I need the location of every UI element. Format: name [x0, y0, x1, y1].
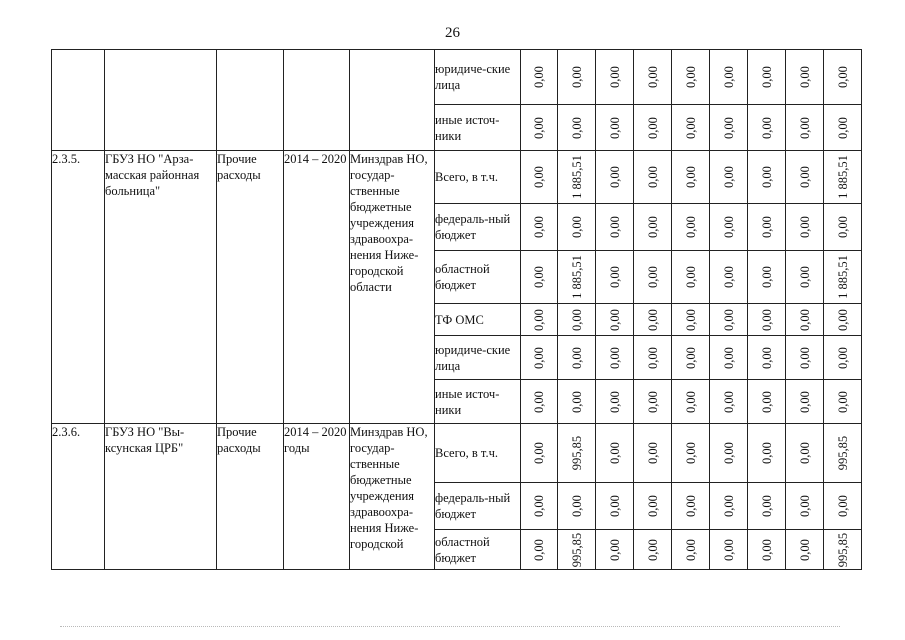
- amount-value: 0,00: [645, 216, 660, 238]
- executor-cell: Минздрав НО, государ-ственные бюджетные учреждения здравоохра-нения Ниже-городской области: [350, 151, 435, 424]
- amount-cell: [710, 251, 748, 304]
- amount-value: 0,00: [721, 216, 736, 238]
- amount-value: 0,00: [569, 308, 584, 331]
- amount-cell: [672, 151, 710, 204]
- period-cell: 2014 – 2020 годы: [284, 424, 350, 570]
- amount-value: 0,00: [569, 66, 584, 88]
- amount-cell: [634, 483, 672, 530]
- amount-value: 0,00: [532, 266, 546, 288]
- amount-value: 0,00: [835, 66, 850, 88]
- amount-cell: [596, 424, 634, 483]
- amount-cell: [521, 151, 558, 204]
- amount-cell: [672, 50, 710, 105]
- amount-value: 0,00: [607, 216, 622, 238]
- amount-cell: [786, 251, 824, 304]
- funding-source-cell: Всего, в т.ч.: [435, 424, 521, 483]
- amount-value: 0,00: [645, 495, 660, 517]
- amount-cell: [596, 204, 634, 251]
- amount-value: 0,00: [759, 538, 774, 561]
- amount-value: 0,00: [607, 538, 622, 561]
- amount-value: 0,00: [797, 266, 812, 288]
- amount-cell: [521, 251, 558, 304]
- amount-cell: [824, 336, 862, 380]
- amount-cell: [596, 336, 634, 380]
- amount-cell: [786, 105, 824, 151]
- table-row: [52, 151, 862, 204]
- amount-cell: [634, 204, 672, 251]
- funding-source-cell: областной бюджет: [435, 530, 521, 570]
- amount-cell: [824, 105, 862, 151]
- amount-value: 0,00: [532, 116, 546, 139]
- amount-cell: [558, 105, 596, 151]
- amount-cell: [558, 251, 596, 304]
- amount-value: 0,00: [607, 390, 622, 413]
- amount-cell: [558, 50, 596, 105]
- amount-value: 0,00: [797, 216, 812, 238]
- amount-value: 0,00: [835, 346, 850, 369]
- amount-value: 0,00: [759, 216, 774, 238]
- amount-value: 0,00: [532, 442, 546, 464]
- institution-name-cell: ГБУЗ НО "Арза-масская районная больница": [105, 151, 217, 424]
- amount-cell: [824, 251, 862, 304]
- item-number-cell: [52, 50, 105, 151]
- amount-value: 0,00: [645, 66, 660, 88]
- amount-cell: [710, 204, 748, 251]
- amount-cell: [672, 336, 710, 380]
- amount-cell: [710, 380, 748, 424]
- institution-name-cell: [105, 50, 217, 151]
- amount-cell: [824, 204, 862, 251]
- amount-cell: [558, 151, 596, 204]
- amount-cell: [786, 336, 824, 380]
- amount-value: 0,00: [835, 390, 850, 413]
- amount-cell: [596, 50, 634, 105]
- amount-value: 0,00: [797, 538, 812, 561]
- amount-cell: [672, 204, 710, 251]
- amount-cell: [786, 204, 824, 251]
- amount-cell: [521, 105, 558, 151]
- amount-cell: [824, 380, 862, 424]
- amount-cell: [521, 336, 558, 380]
- amount-cell: [558, 304, 596, 336]
- funding-source-cell: федераль-ный бюджет: [435, 204, 521, 251]
- amount-value: 0,00: [569, 390, 584, 413]
- amount-value: 995,85: [569, 532, 584, 567]
- amount-value: 0,00: [759, 308, 774, 331]
- amount-value: 0,00: [607, 116, 622, 139]
- amount-cell: [521, 530, 558, 570]
- amount-cell: [786, 530, 824, 570]
- amount-value: 0,00: [569, 346, 584, 369]
- amount-cell: [672, 304, 710, 336]
- amount-value: 0,00: [607, 66, 622, 88]
- amount-value: 0,00: [645, 538, 660, 561]
- amount-value: 1 885,51: [835, 255, 850, 299]
- amount-cell: [558, 204, 596, 251]
- amount-cell: [748, 105, 786, 151]
- amount-value: 0,00: [532, 166, 546, 188]
- amount-value: 0,00: [759, 266, 774, 288]
- amount-value: 0,00: [607, 346, 622, 369]
- amount-cell: [748, 50, 786, 105]
- amount-value: 0,00: [645, 390, 660, 413]
- amount-cell: [596, 105, 634, 151]
- amount-cell: [710, 304, 748, 336]
- amount-value: 0,00: [721, 538, 736, 561]
- amount-cell: [710, 336, 748, 380]
- amount-value: 0,00: [607, 442, 622, 464]
- amount-value: 0,00: [759, 66, 774, 88]
- amount-cell: [596, 304, 634, 336]
- amount-value: 0,00: [797, 442, 812, 464]
- amount-value: 0,00: [683, 346, 698, 369]
- amount-cell: [786, 380, 824, 424]
- amount-value: 995,85: [569, 435, 584, 471]
- amount-value: 0,00: [797, 346, 812, 369]
- amount-value: 0,00: [797, 308, 812, 331]
- amount-value: 0,00: [721, 346, 736, 369]
- amount-cell: [710, 483, 748, 530]
- amount-cell: [521, 380, 558, 424]
- amount-value: 1 885,51: [569, 255, 584, 299]
- amount-cell: [521, 483, 558, 530]
- executor-cell: Минздрав НО, государ-ственные бюджетные учреждения здравоохра-нения Ниже-городской: [350, 424, 435, 570]
- amount-value: 0,00: [721, 116, 736, 139]
- amount-value: 0,00: [835, 216, 850, 238]
- amount-cell: [634, 424, 672, 483]
- amount-value: 0,00: [835, 116, 850, 139]
- table-row: [52, 50, 862, 105]
- amount-cell: [748, 204, 786, 251]
- amount-cell: [558, 380, 596, 424]
- amount-cell: [634, 380, 672, 424]
- amount-value: 0,00: [645, 266, 660, 288]
- amount-value: 0,00: [797, 166, 812, 188]
- amount-value: 0,00: [759, 442, 774, 464]
- amount-value: 0,00: [607, 308, 622, 331]
- amount-value: 1 885,51: [569, 155, 584, 199]
- amount-value: 0,00: [532, 346, 546, 369]
- amount-cell: [521, 304, 558, 336]
- amount-value: 0,00: [569, 216, 584, 238]
- funding-source-cell: Всего, в т.ч.: [435, 151, 521, 204]
- amount-value: 0,00: [532, 216, 546, 238]
- amount-value: 0,00: [721, 308, 736, 331]
- amount-value: 0,00: [721, 390, 736, 413]
- amount-cell: [634, 336, 672, 380]
- amount-value: 0,00: [759, 390, 774, 413]
- amount-value: 0,00: [645, 346, 660, 369]
- amount-value: 995,85: [835, 532, 850, 567]
- funding-source-cell: юридиче-ские лица: [435, 336, 521, 380]
- amount-value: 0,00: [797, 495, 812, 517]
- amount-value: 0,00: [532, 495, 546, 517]
- amount-value: 0,00: [532, 308, 546, 331]
- amount-value: 0,00: [532, 538, 546, 561]
- scan-artifact-line: [60, 626, 840, 627]
- funding-source-cell: областной бюджет: [435, 251, 521, 304]
- amount-cell: [634, 304, 672, 336]
- amount-cell: [672, 424, 710, 483]
- table-row: [52, 424, 862, 483]
- amount-cell: [824, 304, 862, 336]
- amount-cell: [710, 530, 748, 570]
- amount-value: 0,00: [683, 216, 698, 238]
- amount-cell: [596, 251, 634, 304]
- amount-cell: [634, 251, 672, 304]
- page-number: 26: [445, 25, 460, 41]
- amount-value: 0,00: [645, 116, 660, 139]
- amount-cell: [824, 424, 862, 483]
- amount-value: 0,00: [797, 116, 812, 139]
- period-cell: [284, 50, 350, 151]
- amount-cell: [824, 151, 862, 204]
- amount-cell: [672, 380, 710, 424]
- amount-cell: [710, 50, 748, 105]
- amount-value: 995,85: [835, 435, 850, 471]
- amount-value: 0,00: [645, 308, 660, 331]
- amount-cell: [786, 483, 824, 530]
- funding-source-cell: ТФ ОМС: [435, 304, 521, 336]
- amount-cell: [521, 50, 558, 105]
- amount-cell: [672, 105, 710, 151]
- amount-value: 0,00: [569, 495, 584, 517]
- amount-value: 0,00: [683, 442, 698, 464]
- funding-source-cell: иные источ-ники: [435, 380, 521, 424]
- amount-cell: [558, 483, 596, 530]
- amount-value: 0,00: [759, 166, 774, 188]
- amount-value: 0,00: [683, 66, 698, 88]
- amount-value: 0,00: [607, 266, 622, 288]
- amount-value: 0,00: [683, 390, 698, 413]
- amount-value: 0,00: [759, 116, 774, 139]
- item-number-cell: 2.3.6.: [52, 424, 105, 570]
- expense-type-cell: Прочие расходы: [217, 424, 284, 570]
- amount-cell: [710, 424, 748, 483]
- amount-value: 0,00: [683, 538, 698, 561]
- amount-cell: [748, 251, 786, 304]
- amount-cell: [596, 151, 634, 204]
- amount-cell: [748, 424, 786, 483]
- amount-value: 0,00: [683, 266, 698, 288]
- amount-cell: [558, 336, 596, 380]
- amount-cell: [786, 304, 824, 336]
- amount-cell: [824, 530, 862, 570]
- amount-value: 0,00: [532, 390, 546, 413]
- amount-cell: [634, 530, 672, 570]
- amount-value: 0,00: [721, 442, 736, 464]
- amount-value: 0,00: [645, 442, 660, 464]
- amount-cell: [748, 530, 786, 570]
- institution-name-cell: ГБУЗ НО "Вы-ксунская ЦРБ": [105, 424, 217, 570]
- expense-type-cell: Прочие расходы: [217, 151, 284, 424]
- amount-cell: [558, 424, 596, 483]
- amount-cell: [710, 105, 748, 151]
- period-cell: 2014 – 2020: [284, 151, 350, 424]
- executor-cell: [350, 50, 435, 151]
- amount-value: 0,00: [683, 166, 698, 188]
- amount-value: 0,00: [532, 66, 546, 88]
- amount-cell: [786, 151, 824, 204]
- amount-cell: [558, 530, 596, 570]
- amount-cell: [748, 304, 786, 336]
- amount-value: 0,00: [683, 116, 698, 139]
- amount-cell: [748, 151, 786, 204]
- budget-table-body: [52, 50, 862, 570]
- amount-cell: [634, 151, 672, 204]
- amount-cell: [596, 530, 634, 570]
- amount-cell: [786, 50, 824, 105]
- item-number-cell: 2.3.5.: [52, 151, 105, 424]
- amount-value: 0,00: [835, 495, 850, 517]
- amount-value: 0,00: [569, 116, 584, 139]
- amount-cell: [521, 424, 558, 483]
- amount-cell: [596, 380, 634, 424]
- amount-cell: [710, 151, 748, 204]
- amount-cell: [672, 483, 710, 530]
- expense-type-cell: [217, 50, 284, 151]
- amount-value: 0,00: [797, 66, 812, 88]
- funding-source-cell: иные источ-ники: [435, 105, 521, 151]
- funding-source-cell: федераль-ный бюджет: [435, 483, 521, 530]
- amount-cell: [521, 204, 558, 251]
- amount-value: 0,00: [721, 166, 736, 188]
- amount-cell: [786, 424, 824, 483]
- amount-cell: [672, 251, 710, 304]
- funding-source-cell: юридиче-ские лица: [435, 50, 521, 105]
- budget-table: [51, 49, 862, 570]
- amount-cell: [748, 483, 786, 530]
- amount-value: 0,00: [759, 495, 774, 517]
- amount-value: 0,00: [683, 308, 698, 331]
- amount-cell: [634, 105, 672, 151]
- amount-cell: [824, 483, 862, 530]
- amount-value: 0,00: [683, 495, 698, 517]
- amount-value: 0,00: [607, 166, 622, 188]
- amount-value: 0,00: [759, 346, 774, 369]
- amount-cell: [634, 50, 672, 105]
- amount-cell: [596, 483, 634, 530]
- amount-value: 0,00: [721, 266, 736, 288]
- amount-cell: [748, 380, 786, 424]
- amount-value: 0,00: [721, 66, 736, 88]
- amount-value: 0,00: [721, 495, 736, 517]
- amount-cell: [824, 50, 862, 105]
- amount-cell: [748, 336, 786, 380]
- amount-cell: [672, 530, 710, 570]
- amount-value: 0,00: [645, 166, 660, 188]
- amount-value: 1 885,51: [835, 155, 850, 199]
- amount-value: 0,00: [797, 390, 812, 413]
- amount-value: 0,00: [835, 308, 850, 331]
- amount-value: 0,00: [607, 495, 622, 517]
